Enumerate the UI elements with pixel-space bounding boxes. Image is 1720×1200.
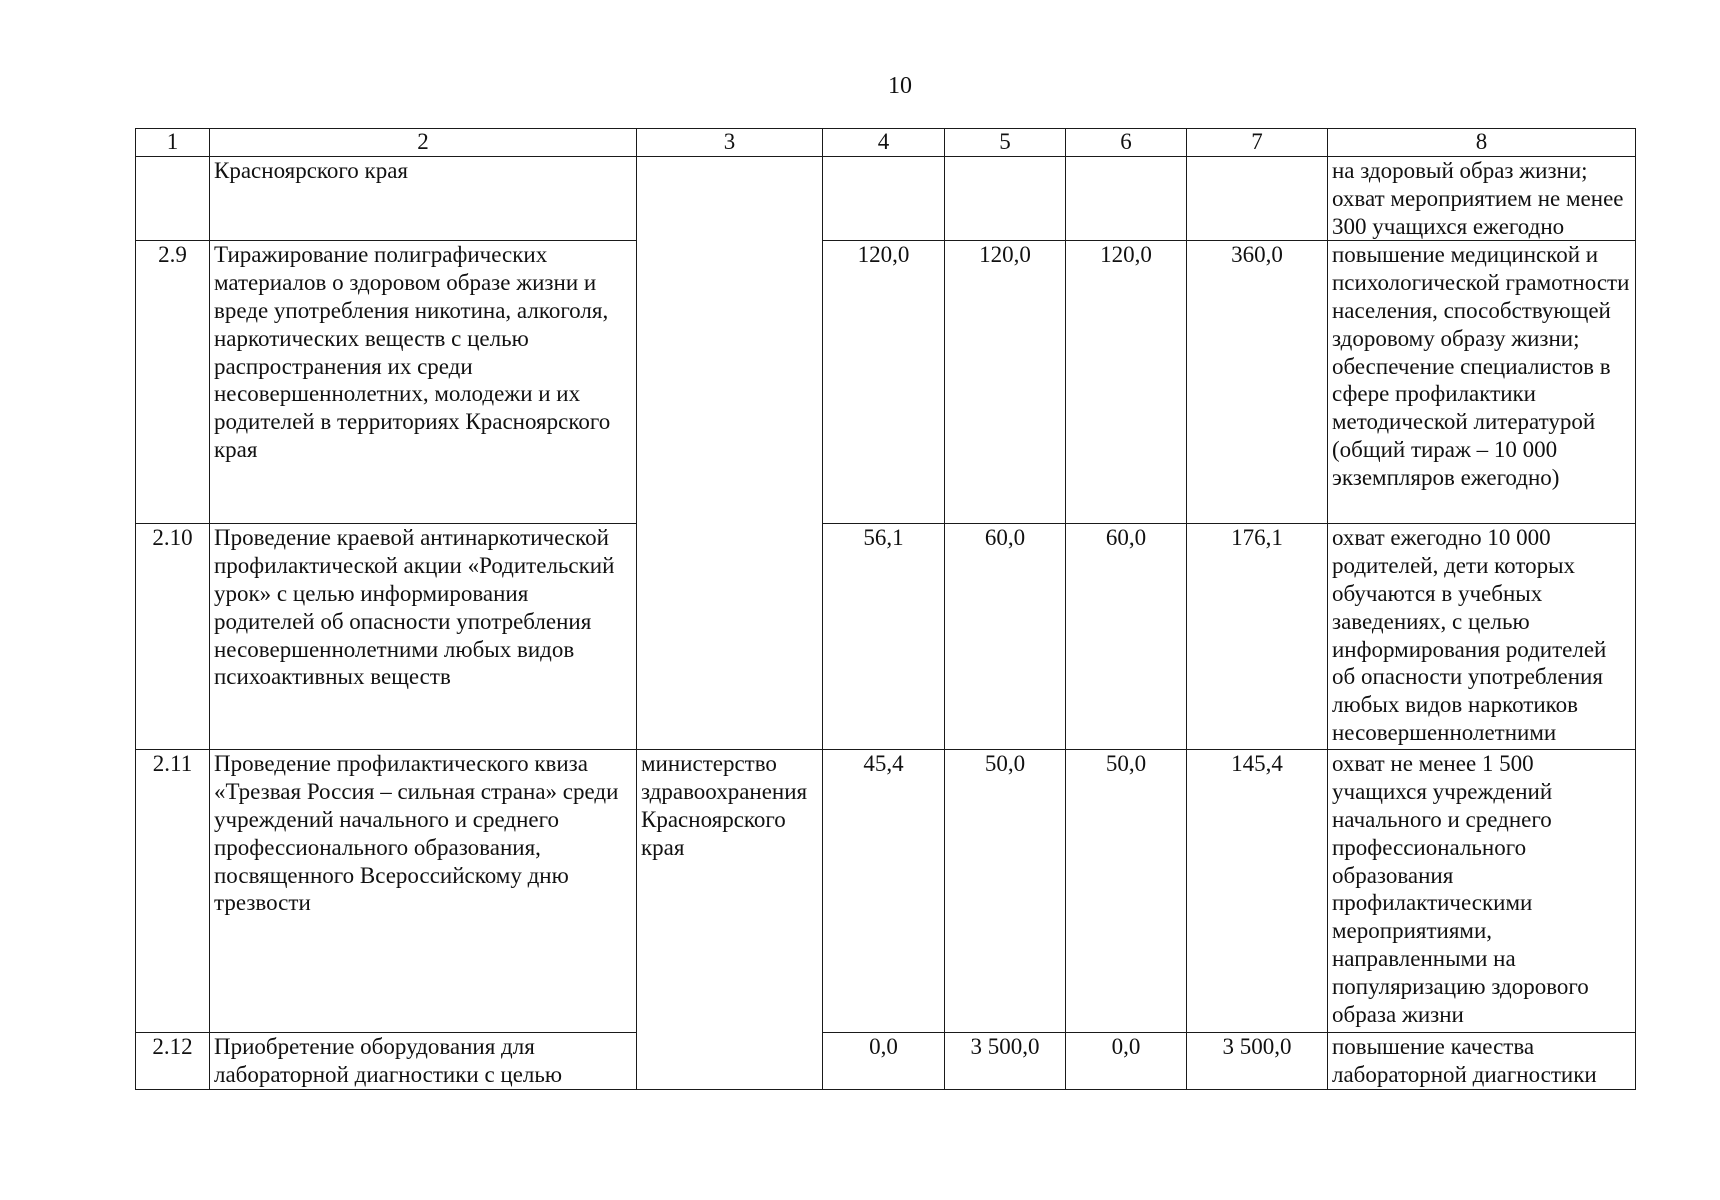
- header-col-8: 8: [1328, 129, 1636, 157]
- header-col-7: 7: [1187, 129, 1328, 157]
- value-col-4: 56,1: [823, 524, 945, 750]
- header-col-4: 4: [823, 129, 945, 157]
- table-row: [136, 524, 1636, 750]
- value-col-5: 120,0: [945, 241, 1066, 524]
- page-number: 10: [888, 73, 912, 99]
- value-2025-cell: [1066, 157, 1187, 241]
- table-row-continuation: [136, 157, 1636, 241]
- header-col-6: 6: [1066, 129, 1187, 157]
- value-col-4: 0,0: [823, 1033, 945, 1090]
- value-total-cell: [1187, 157, 1328, 241]
- table-row: [136, 241, 1636, 524]
- value-col-6: 60,0: [1066, 524, 1187, 750]
- result-cell: на здоровый образ жизни; охват мероприятием не менее 300 учащихся ежегодно: [1328, 157, 1636, 241]
- expected-result: повышение медицинской и психологической грамотности населения, способствующей здоровому образу жизни; обеспечение специалистов в сфере профилактики методической литературой (общий тираж – 10 000 экземпляров ежегодно): [1328, 241, 1636, 524]
- row-number: 2.9: [136, 241, 210, 524]
- value-col-5: 50,0: [945, 750, 1066, 1033]
- row-number: 2.10: [136, 524, 210, 750]
- value-col-7: 3 500,0: [1187, 1033, 1328, 1090]
- measure-name: Приобретение оборудования для лабораторной диагностики с целью: [210, 1033, 637, 1090]
- value-col-6: 0,0: [1066, 1033, 1187, 1090]
- header-col-1: 1: [136, 129, 210, 157]
- value-col-7: 176,1: [1187, 524, 1328, 750]
- row-number: 2.12: [136, 1033, 210, 1090]
- table-row: [136, 750, 1636, 1033]
- value-col-7: 360,0: [1187, 241, 1328, 524]
- value-2023-cell: [823, 157, 945, 241]
- row-number: 2.11: [136, 750, 210, 1033]
- value-col-6: 50,0: [1066, 750, 1187, 1033]
- value-col-4: 45,4: [823, 750, 945, 1033]
- measures-table: [135, 128, 1636, 1090]
- value-col-5: 60,0: [945, 524, 1066, 750]
- measure-name-cell: Красноярского края: [210, 157, 637, 241]
- value-col-5: 3 500,0: [945, 1033, 1066, 1090]
- measure-name: Проведение профилактического квиза «Трезвая Россия – сильная страна» среди учреждений начального и среднего профессионального образования, посвященного Всероссийскому дню трезвости: [210, 750, 637, 1033]
- value-col-4: 120,0: [823, 241, 945, 524]
- measure-name: Тиражирование полиграфических материалов о здоровом образе жизни и вреде употребления никотина, алкоголя, наркотических веществ с целью распространения их среди несовершеннолетних, молодежи и их родителей в территориях Красноярского края: [210, 241, 637, 524]
- header-col-3: 3: [637, 129, 823, 157]
- executor-cell-empty: [637, 157, 823, 750]
- expected-result: охват ежегодно 10 000 родителей, дети которых обучаются в учебных заведениях, с целью информирования родителей об опасности употребления любых видов наркотиков несовершеннолетними: [1328, 524, 1636, 750]
- value-col-6: 120,0: [1066, 241, 1187, 524]
- value-col-7: 145,4: [1187, 750, 1328, 1033]
- row-number-cell: [136, 157, 210, 241]
- expected-result: повышение качества лабораторной диагностики: [1328, 1033, 1636, 1090]
- value-2024-cell: [945, 157, 1066, 241]
- measure-name: Проведение краевой антинаркотической профилактической акции «Родительский урок» с целью информирования родителей об опасности употребления несовершеннолетними любых видов психоактивных веществ: [210, 524, 637, 750]
- executor-name: министерство здравоохранения Красноярского края: [637, 750, 823, 1090]
- table-row: [136, 1033, 1636, 1090]
- header-col-5: 5: [945, 129, 1066, 157]
- header-col-2: 2: [210, 129, 637, 157]
- expected-result: охват не менее 1 500 учащихся учреждений начального и среднего профессионального образования профилактическими мероприятиями, направленными на популяризацию здорового образа жизни: [1328, 750, 1636, 1033]
- header-row: [136, 129, 1636, 157]
